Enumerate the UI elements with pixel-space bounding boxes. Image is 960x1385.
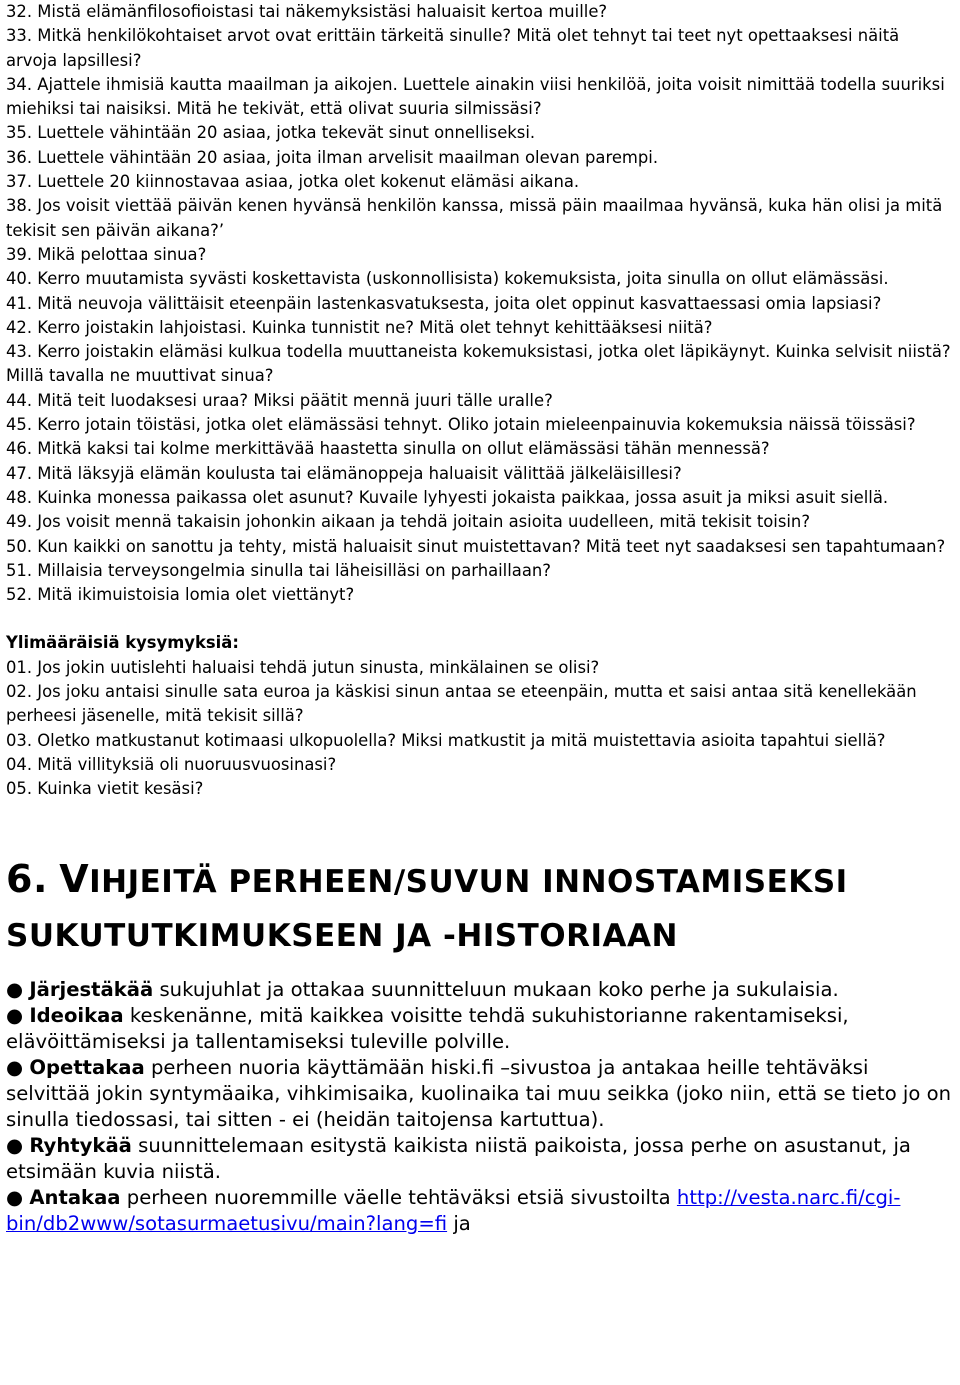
question-47: 47. Mitä läksyjä elämän koulusta tai elämänoppeja haluaisit välittää jälkeläisillesi? [6,463,682,483]
extra-question-02: 02. Jos joku antaisi sinulle sata euroa ja käskisi sinun antaa se eteenpäin, mutta et saisi antaa sitä kenellekään perheesi jäsenelle, mitä tekisit sillä? [6,682,917,726]
question-46: 46. Mitkä kaksi tai kolme merkittävää haastetta sinulla on ollut elämässäsi tähän mennessä? [6,439,770,459]
tip-keyword: Järjestäkää [29,977,154,1001]
question-40: 40. Kerro muutamista syvästi koskettavista (uskonnollisista) kokemuksista, joita sinulla on ollut elämässäsi. [6,269,889,289]
bullet-icon: ● [6,977,24,1001]
question-44: 44. Mitä teit luodaksesi uraa? Miksi päätit mennä juuri tälle uralle? [6,390,553,410]
tip-item [6,1003,954,1055]
tip-tail: ja [447,1212,471,1236]
question-32: 32. Mistä elämänfilosofioistasi tai näkemyksistäsi haluaisit kertoa muille? [6,2,608,21]
tip-text: suunnittelemaan esitystä kaikista niistä paikoista, jossa perhe on asustanut, ja etsimään kuvia niistä. [6,1134,911,1184]
chapter-initial: V [59,856,90,901]
extra-question-01: 01. Jos jokin uutislehti haluaisi tehdä jutun sinusta, minkälainen se olisi? [6,657,600,677]
question-52: 52. Mitä ikimuistoisia lomia olet viettänyt? [6,585,355,605]
question-50: 50. Kun kaikki on sanottu ja tehty, mistä haluaisit sinut muistettavan? Mitä teet nyt saadaksesi sen tapahtumaan? [6,536,946,556]
question-37: 37. Luettele 20 kiinnostavaa asiaa, jotka olet kokenut elämäsi aikana. [6,172,580,192]
chapter-number: 6. [6,856,48,901]
tip-item [6,1133,954,1185]
extra-questions-title: Ylimääräisiä kysymyksiä: [6,633,239,653]
extra-question-04: 04. Mitä villityksiä oli nuoruusvuosinasi? [6,754,337,774]
tip-item [6,1055,954,1133]
question-38: 38. Jos voisit viettää päivän kenen hyvänsä henkilön kanssa, missä päin maailmaa hyvänsä, kuka hän olisi ja mitä tekisit sen päivän aikana?’ [6,196,943,240]
question-36: 36. Luettele vähintään 20 asiaa, joita ilman arvelisit maailman olevan parempi. [6,147,659,167]
question-39: 39. Mikä pelottaa sinua? [6,244,207,264]
question-42: 42. Kerro joistakin lahjoistasi. Kuinka tunnistit ne? Mitä olet tehnyt kehittääksesi niitä? [6,317,713,337]
tip-item [6,1185,954,1237]
extra-questions [6,631,954,801]
question-49: 49. Jos voisit mennä takaisin johonkin aikaan ja tehdä joitain asioita uudelleen, mitä tekisit toisin? [6,512,811,532]
tip-keyword: Ryhtykää [29,1134,132,1158]
tip-keyword: Ideoikaa [29,1003,124,1027]
bullet-icon: ● [6,1186,24,1210]
bullet-icon: ● [6,1055,24,1079]
question-48: 48. Kuinka monessa paikassa olet asunut? Kuvaile lyhyesti jokaista paikkaa, jossa asuit ja miksi asuit siellä. [6,487,889,507]
spacer [6,607,954,631]
question-35: 35. Luettele vähintään 20 asiaa, jotka tekevät sinut onnelliseksi. [6,123,536,143]
tip-keyword: Opettakaa [29,1055,145,1079]
question-34: 34. Ajattele ihmisiä kautta maailman ja aikojen. Luettele ainakin viisi henkilöä, joita voisit nimittää todella suuriksi miehiksi tai naisiksi. Mitä he tekivät, että olivat suuria silmissäsi? [6,74,945,119]
question-45: 45. Kerro jotain töistäsi, jotka olet elämässäsi tehnyt. Oliko jotain mieleenpainuvia kokemuksia näissä töissäsi? [6,415,916,435]
vesta-link[interactable]: http://vesta.narc.fi/cgi-bin/db2www/sotasurmaetusivu/main?lang=fi [6,1186,901,1236]
document-page [6,0,954,1237]
question-43: 43. Kerro joistakin elämäsi kulkua todella muuttaneista kokemuksistasi, jotka olet läpikäynyt. Kuinka selvisit niistä? Millä tavalla ne muuttivat sinua? [6,342,951,386]
tip-text: keskenänne, mitä kaikkea voisitte tehdä sukuhistorianne rakentamiseksi, elävöittämiseksi ja tallentamiseksi tuleville polville. [6,1003,849,1053]
extra-question-03: 03. Oletko matkustanut kotimaasi ulkopuolella? Miksi matkustit ja mitä muistettavia asioita tapahtui siellä? [6,730,886,750]
question-51: 51. Millaisia terveysongelmia sinulla tai läheisilläsi on parhaillaan? [6,560,551,580]
chapter-heading-line-2: SUKUTUTKIMUKSEEN JA -HISTORIAAN [6,917,678,954]
tips-list [6,977,954,1238]
chapter-title-rest: IHJEITÄ PERHEEN/SUVUN INNOSTAMISEKSI [89,863,848,900]
tip-text: perheen nuoria käyttämään hiski.fi –sivustoa ja antakaa heille tehtäväksi selvittää jokin syntymäaika, vihkimisaika, kuolinaika tai muu seikka (joko niin, että se tieto jo on sinulla tiedossasi, tai sitten - ei (heidän taitojensa kartuttua). [6,1055,951,1131]
chapter-heading [6,852,954,963]
bullet-icon: ● [6,1003,24,1027]
tip-text: perheen nuoremmille väelle tehtäväksi etsiä sivustoilta [120,1186,677,1210]
chapter-heading-line-1 [6,852,954,909]
question-33: 33. Mitkä henkilökohtaiset arvot ovat erittäin tärkeitä sinulle? Mitä olet tehnyt tai teet nyt opettaaksesi näitä arvoja lapsillesi? [6,26,900,70]
question-list [6,0,954,607]
bullet-icon: ● [6,1134,24,1158]
tip-keyword: Antakaa [29,1186,121,1210]
extra-question-05: 05. Kuinka vietit kesäsi? [6,779,204,799]
question-41: 41. Mitä neuvoja välittäisit eteenpäin lastenkasvatuksesta, joita olet oppinut kasvattaessasi omia lapsiasi? [6,293,882,313]
tip-item [6,977,954,1003]
spacer [6,802,954,852]
tip-text: sukujuhlat ja ottakaa suunnitteluun mukaan koko perhe ja sukulaisia. [153,977,839,1001]
